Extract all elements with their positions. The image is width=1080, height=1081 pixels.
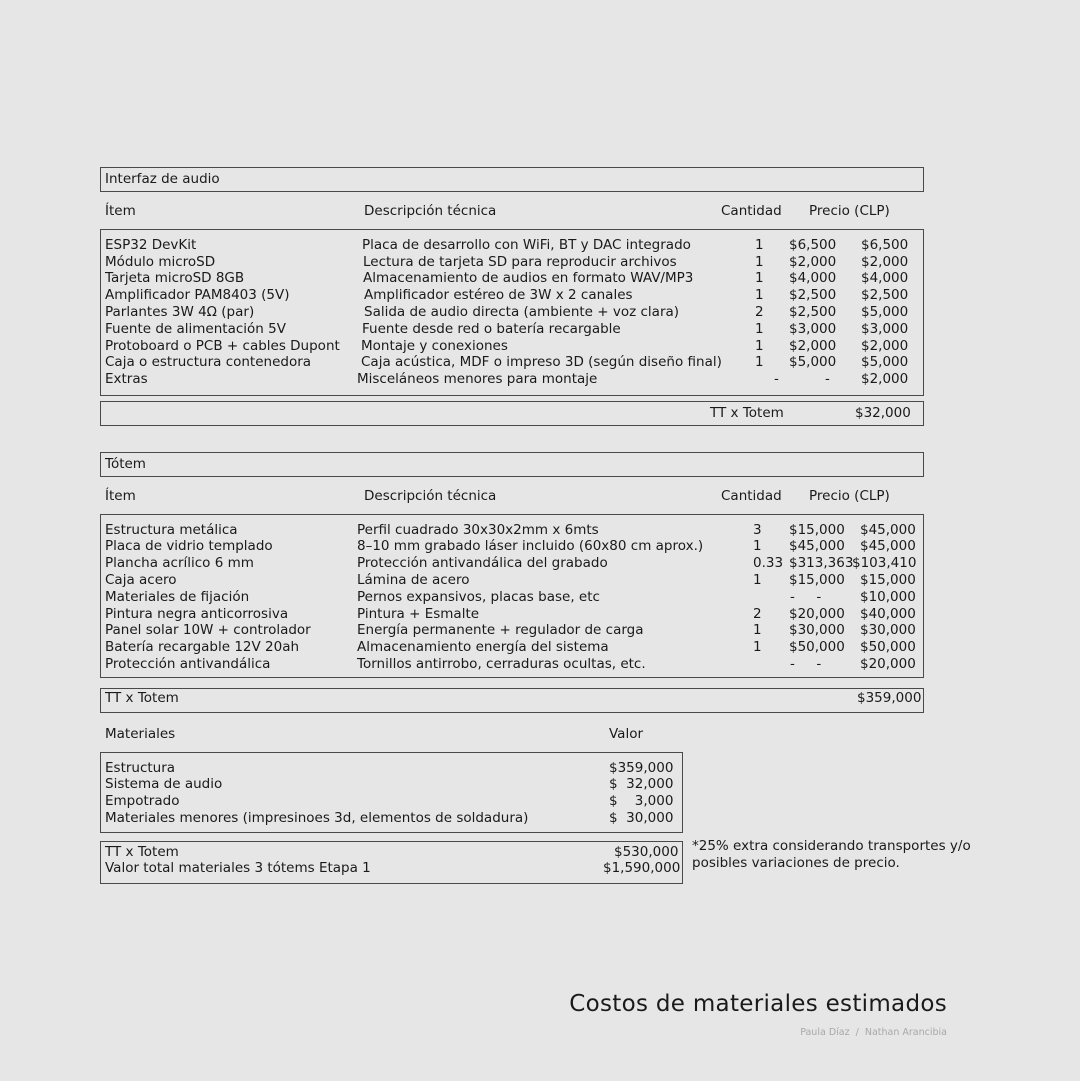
item-unit-price: $50,000 <box>789 639 845 655</box>
item-qty: 2 <box>755 304 764 320</box>
totem-section-title-box <box>100 452 924 477</box>
item-unit-price: $15,000 <box>789 572 845 588</box>
item-unit-price: $20,000 <box>789 606 845 622</box>
table-row <box>101 810 682 827</box>
item-name: Módulo microSD <box>105 254 216 270</box>
table-row <box>101 656 923 673</box>
item-name: Extras <box>105 371 148 387</box>
materials-header-value: Valor <box>609 726 644 742</box>
item-name: Protección antivandálica <box>105 656 271 672</box>
audio-header-qty: Cantidad <box>721 203 782 219</box>
item-unit-price: $30,000 <box>789 622 845 638</box>
audio-header-item: Ítem <box>105 203 136 219</box>
item-total: $3,000 <box>861 321 909 337</box>
table-row <box>101 538 923 555</box>
item-name: Estructura metálica <box>105 522 238 538</box>
total-value: $1,590,000 <box>603 860 681 876</box>
material-label: Sistema de audio <box>105 776 223 792</box>
totem-header-price: Precio (CLP) <box>809 488 890 504</box>
item-desc: Lámina de acero <box>357 572 470 588</box>
item-total: $2,000 <box>861 371 909 387</box>
item-desc: Salida de audio directa (ambiente + voz clara) <box>364 304 680 320</box>
audio-section-title-box <box>100 167 924 192</box>
item-name: Plancha acrílico 6 mm <box>105 555 254 571</box>
item-total: $40,000 <box>860 606 916 622</box>
table-row <box>101 522 923 539</box>
item-qty: 1 <box>755 321 764 337</box>
item-desc: Pernos expansivos, placas base, etc <box>357 589 600 605</box>
item-total: $20,000 <box>860 656 916 672</box>
item-qty: 0.33 <box>753 555 784 571</box>
item-name: Amplificador PAM8403 (5V) <box>105 287 290 303</box>
audio-header-desc: Descripción técnica <box>364 203 497 219</box>
table-row <box>101 321 923 338</box>
item-qty: 1 <box>755 354 764 370</box>
item-desc: Perfil cuadrado 30x30x2mm x 6mts <box>357 522 599 538</box>
item-desc: Almacenamiento energía del sistema <box>357 639 609 655</box>
note-line-2: posibles variaciones de precio. <box>692 855 900 871</box>
item-qty: 3 <box>753 522 762 538</box>
audio-header-price: Precio (CLP) <box>809 203 890 219</box>
table-row <box>101 270 923 287</box>
item-total: $6,500 <box>861 237 909 253</box>
item-qty: 1 <box>755 270 764 286</box>
item-total: $45,000 <box>860 522 916 538</box>
table-row <box>101 776 682 793</box>
totem-total-value: $359,000 <box>857 690 922 706</box>
table-row <box>101 760 682 777</box>
table-row <box>101 622 923 639</box>
item-name: Batería recargable 12V 20ah <box>105 639 300 655</box>
item-total: $30,000 <box>860 622 916 638</box>
audio-total-box <box>100 401 924 426</box>
table-row <box>101 793 682 810</box>
totem-header-desc: Descripción técnica <box>364 488 497 504</box>
material-value: $ 32,000 <box>609 776 674 792</box>
table-row <box>101 572 923 589</box>
item-desc: Energía permanente + regulador de carga <box>357 622 644 638</box>
item-total: $10,000 <box>860 589 916 605</box>
materials-header-label: Materiales <box>105 726 176 742</box>
item-total: $2,500 <box>861 287 909 303</box>
total-value: $530,000 <box>614 844 679 860</box>
item-unit-price: - - <box>790 589 822 605</box>
item-unit-price: $2,000 <box>789 338 837 354</box>
item-unit-price: $45,000 <box>789 538 845 554</box>
item-unit-price: $2,500 <box>789 287 837 303</box>
table-row <box>101 589 923 606</box>
material-value: $ 3,000 <box>609 793 674 809</box>
item-desc: Almacenamiento de audios en formato WAV/MP3 <box>363 270 694 286</box>
item-desc: Pintura + Esmalte <box>357 606 480 622</box>
item-qty: 1 <box>755 338 764 354</box>
totem-section-title: Tótem <box>105 456 146 472</box>
table-row <box>101 860 682 877</box>
item-total: $2,000 <box>861 254 909 270</box>
item-qty: 1 <box>753 622 762 638</box>
item-qty: 1 <box>753 639 762 655</box>
item-total: $4,000 <box>861 270 909 286</box>
totem-header-qty: Cantidad <box>721 488 782 504</box>
item-unit-price: - <box>825 371 830 387</box>
note-line-1: *25% extra considerando transportes y/o <box>692 838 971 854</box>
item-qty: 1 <box>755 254 764 270</box>
item-unit-price: $2,500 <box>789 304 837 320</box>
totem-items-table <box>100 514 924 678</box>
item-desc: Fuente desde red o batería recargable <box>362 321 621 337</box>
totem-total-label: TT x Totem <box>105 690 179 706</box>
material-value: $359,000 <box>609 760 674 776</box>
totem-header-item: Ítem <box>105 488 136 504</box>
table-row <box>101 254 923 271</box>
item-desc: Protección antivandálica del grabado <box>357 555 608 571</box>
item-total: $103,410 <box>852 555 917 571</box>
table-row <box>101 606 923 623</box>
audio-total-label: TT x Totem <box>710 405 784 421</box>
item-qty: 1 <box>755 237 764 253</box>
item-total: $2,000 <box>861 338 909 354</box>
item-qty: - <box>774 371 779 387</box>
item-desc: 8–10 mm grabado láser incluido (60x80 cm aprox.) <box>357 538 704 554</box>
material-value: $ 30,000 <box>609 810 674 826</box>
item-total: $45,000 <box>860 538 916 554</box>
item-qty: 1 <box>753 538 762 554</box>
table-row <box>101 338 923 355</box>
item-name: Tarjeta microSD 8GB <box>105 270 245 286</box>
material-label: Materiales menores (impresinoes 3d, elementos de soldadura) <box>105 810 529 826</box>
item-name: Caja acero <box>105 572 177 588</box>
item-desc: Tornillos antirrobo, cerraduras ocultas, etc. <box>357 656 646 672</box>
material-label: Empotrado <box>105 793 180 809</box>
item-name: Protoboard o PCB + cables Dupont <box>105 338 340 354</box>
item-qty: 2 <box>753 606 762 622</box>
item-name: Panel solar 10W + controlador <box>105 622 311 638</box>
item-unit-price: $6,500 <box>789 237 837 253</box>
table-row <box>101 237 923 254</box>
material-label: Estructura <box>105 760 176 776</box>
authors: Paula Díaz / Nathan Arancibia <box>800 1027 947 1038</box>
item-name: Materiales de fijación <box>105 589 250 605</box>
item-unit-price: $2,000 <box>789 254 837 270</box>
total-label: TT x Totem <box>105 844 179 860</box>
item-name: Caja o estructura contenedora <box>105 354 312 370</box>
table-row <box>101 844 682 861</box>
item-desc: Caja acústica, MDF o impreso 3D (según diseño final) <box>361 354 722 370</box>
item-unit-price: $5,000 <box>789 354 837 370</box>
item-desc: Montaje y conexiones <box>361 338 508 354</box>
item-unit-price: $15,000 <box>789 522 845 538</box>
table-row <box>101 639 923 656</box>
item-qty: 1 <box>753 572 762 588</box>
item-name: ESP32 DevKit <box>105 237 197 253</box>
item-name: Pintura negra anticorrosiva <box>105 606 289 622</box>
totem-total-box <box>100 688 924 713</box>
materials-total-box <box>100 841 683 884</box>
item-unit-price: $3,000 <box>789 321 837 337</box>
item-desc: Amplificador estéreo de 3W x 2 canales <box>364 287 633 303</box>
table-row <box>101 371 923 388</box>
item-name: Fuente de alimentación 5V <box>105 321 286 337</box>
item-name: Parlantes 3W 4Ω (par) <box>105 304 255 320</box>
item-qty: 1 <box>755 287 764 303</box>
item-desc: Placa de desarrollo con WiFi, BT y DAC integrado <box>362 237 691 253</box>
item-name: Placa de vidrio templado <box>105 538 273 554</box>
item-total: $50,000 <box>860 639 916 655</box>
table-row <box>101 555 923 572</box>
item-total: $15,000 <box>860 572 916 588</box>
table-row <box>101 287 923 304</box>
total-label: Valor total materiales 3 tótems Etapa 1 <box>105 860 371 876</box>
item-total: $5,000 <box>861 304 909 320</box>
item-total: $5,000 <box>861 354 909 370</box>
audio-items-table <box>100 229 924 396</box>
table-row <box>101 354 923 371</box>
item-desc: Lectura de tarjeta SD para reproducir archivos <box>363 254 677 270</box>
item-desc: Misceláneos menores para montaje <box>357 371 598 387</box>
item-unit-price: $313,363 <box>789 555 854 571</box>
item-unit-price: $4,000 <box>789 270 837 286</box>
table-row <box>101 304 923 321</box>
materials-table <box>100 752 683 833</box>
item-unit-price: - - <box>790 656 822 672</box>
audio-total-value: $32,000 <box>855 405 911 421</box>
page-title: Costos de materiales estimados <box>569 991 947 1017</box>
audio-section-title: Interfaz de audio <box>105 171 220 187</box>
